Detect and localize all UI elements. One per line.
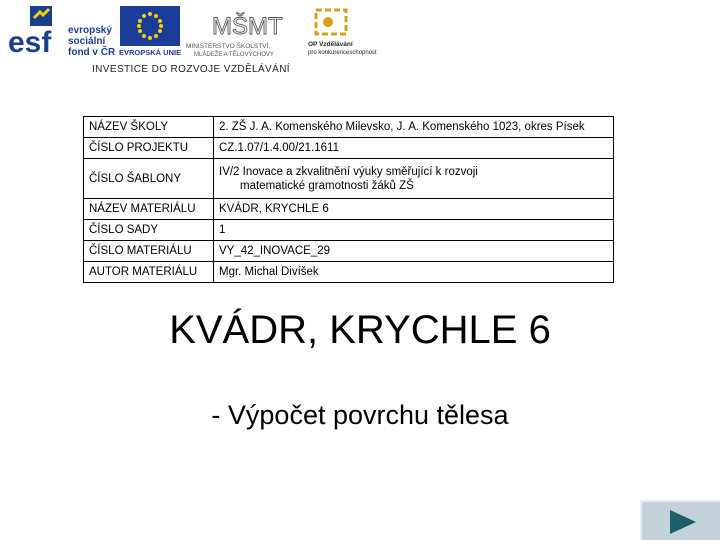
row-label: ČÍSLO SADY bbox=[84, 220, 214, 241]
msmt-logo bbox=[184, 4, 294, 60]
row-value bbox=[214, 159, 614, 199]
op-vk-logo bbox=[304, 4, 384, 60]
row-label: ČÍSLO ŠABLONY bbox=[84, 159, 214, 199]
play-arrow-icon bbox=[668, 508, 698, 536]
row-value: CZ.1.07/1.4.00/21.1611 bbox=[214, 138, 614, 159]
esf-logo-line-2: sociální bbox=[68, 36, 106, 47]
slide-title: KVÁDR, KRYCHLE 6 bbox=[169, 308, 551, 352]
msmt-logo-mark: MŠMT bbox=[212, 13, 283, 40]
op-logo-line-2: pro konkurenceschopnost bbox=[308, 50, 377, 56]
header-tagline: INVESTICE DO ROZVOJE VZDĚLÁVÁNÍ bbox=[92, 64, 290, 75]
esf-logo-line-1: evropský bbox=[68, 25, 112, 36]
row-label: NÁZEV ŠKOLY bbox=[84, 117, 214, 138]
row-label: ČÍSLO MATERIÁLU bbox=[84, 241, 214, 262]
table-row bbox=[84, 241, 614, 262]
eu-flag-logo bbox=[118, 4, 182, 56]
table-row bbox=[84, 159, 614, 199]
next-slide-button[interactable] bbox=[640, 500, 720, 540]
row-value: 1 bbox=[214, 220, 614, 241]
logo-bar bbox=[0, 0, 720, 80]
row-label: ČÍSLO PROJEKTU bbox=[84, 138, 214, 159]
info-table bbox=[83, 116, 614, 283]
msmt-logo-line-2: MLÁDEŽE A TĚLOVÝCHOVY bbox=[194, 52, 274, 58]
row-value-line-1: IV/2 Inovace a zkvalitnění výuky směřující k rozvoji bbox=[219, 165, 478, 178]
row-value: KVÁDR, KRYCHLE 6 bbox=[214, 199, 614, 220]
row-value: 2. ZŠ J. A. Komenského Milevsko, J. A. Komenského 1023, okres Písek bbox=[214, 117, 614, 138]
row-label: NÁZEV MATERIÁLU bbox=[84, 199, 214, 220]
row-label: AUTOR MATERIÁLU bbox=[84, 262, 214, 283]
msmt-logo-line-1: MINISTERSTVO ŠKOLSTVÍ, bbox=[186, 43, 271, 50]
esf-logo bbox=[8, 4, 118, 56]
table-row bbox=[84, 262, 614, 283]
eu-logo-label: EVROPSKÁ UNIE bbox=[119, 48, 182, 56]
row-value: Mgr. Michal Divíšek bbox=[214, 262, 614, 283]
table-row bbox=[84, 117, 614, 138]
table-row bbox=[84, 220, 614, 241]
slide-subtitle: - Výpočet povrchu tělesa bbox=[211, 400, 509, 430]
row-value-line-2: matematické gramotnosti žáků ZŠ bbox=[240, 179, 414, 192]
row-value: VY_42_INOVACE_29 bbox=[214, 241, 614, 262]
table-row bbox=[84, 199, 614, 220]
esf-logo-line-3: fond v ČR bbox=[68, 47, 116, 56]
table-row bbox=[84, 138, 614, 159]
esf-logo-word: esf bbox=[8, 26, 52, 56]
op-logo-line-1: OP Vzdělávání bbox=[308, 41, 353, 48]
